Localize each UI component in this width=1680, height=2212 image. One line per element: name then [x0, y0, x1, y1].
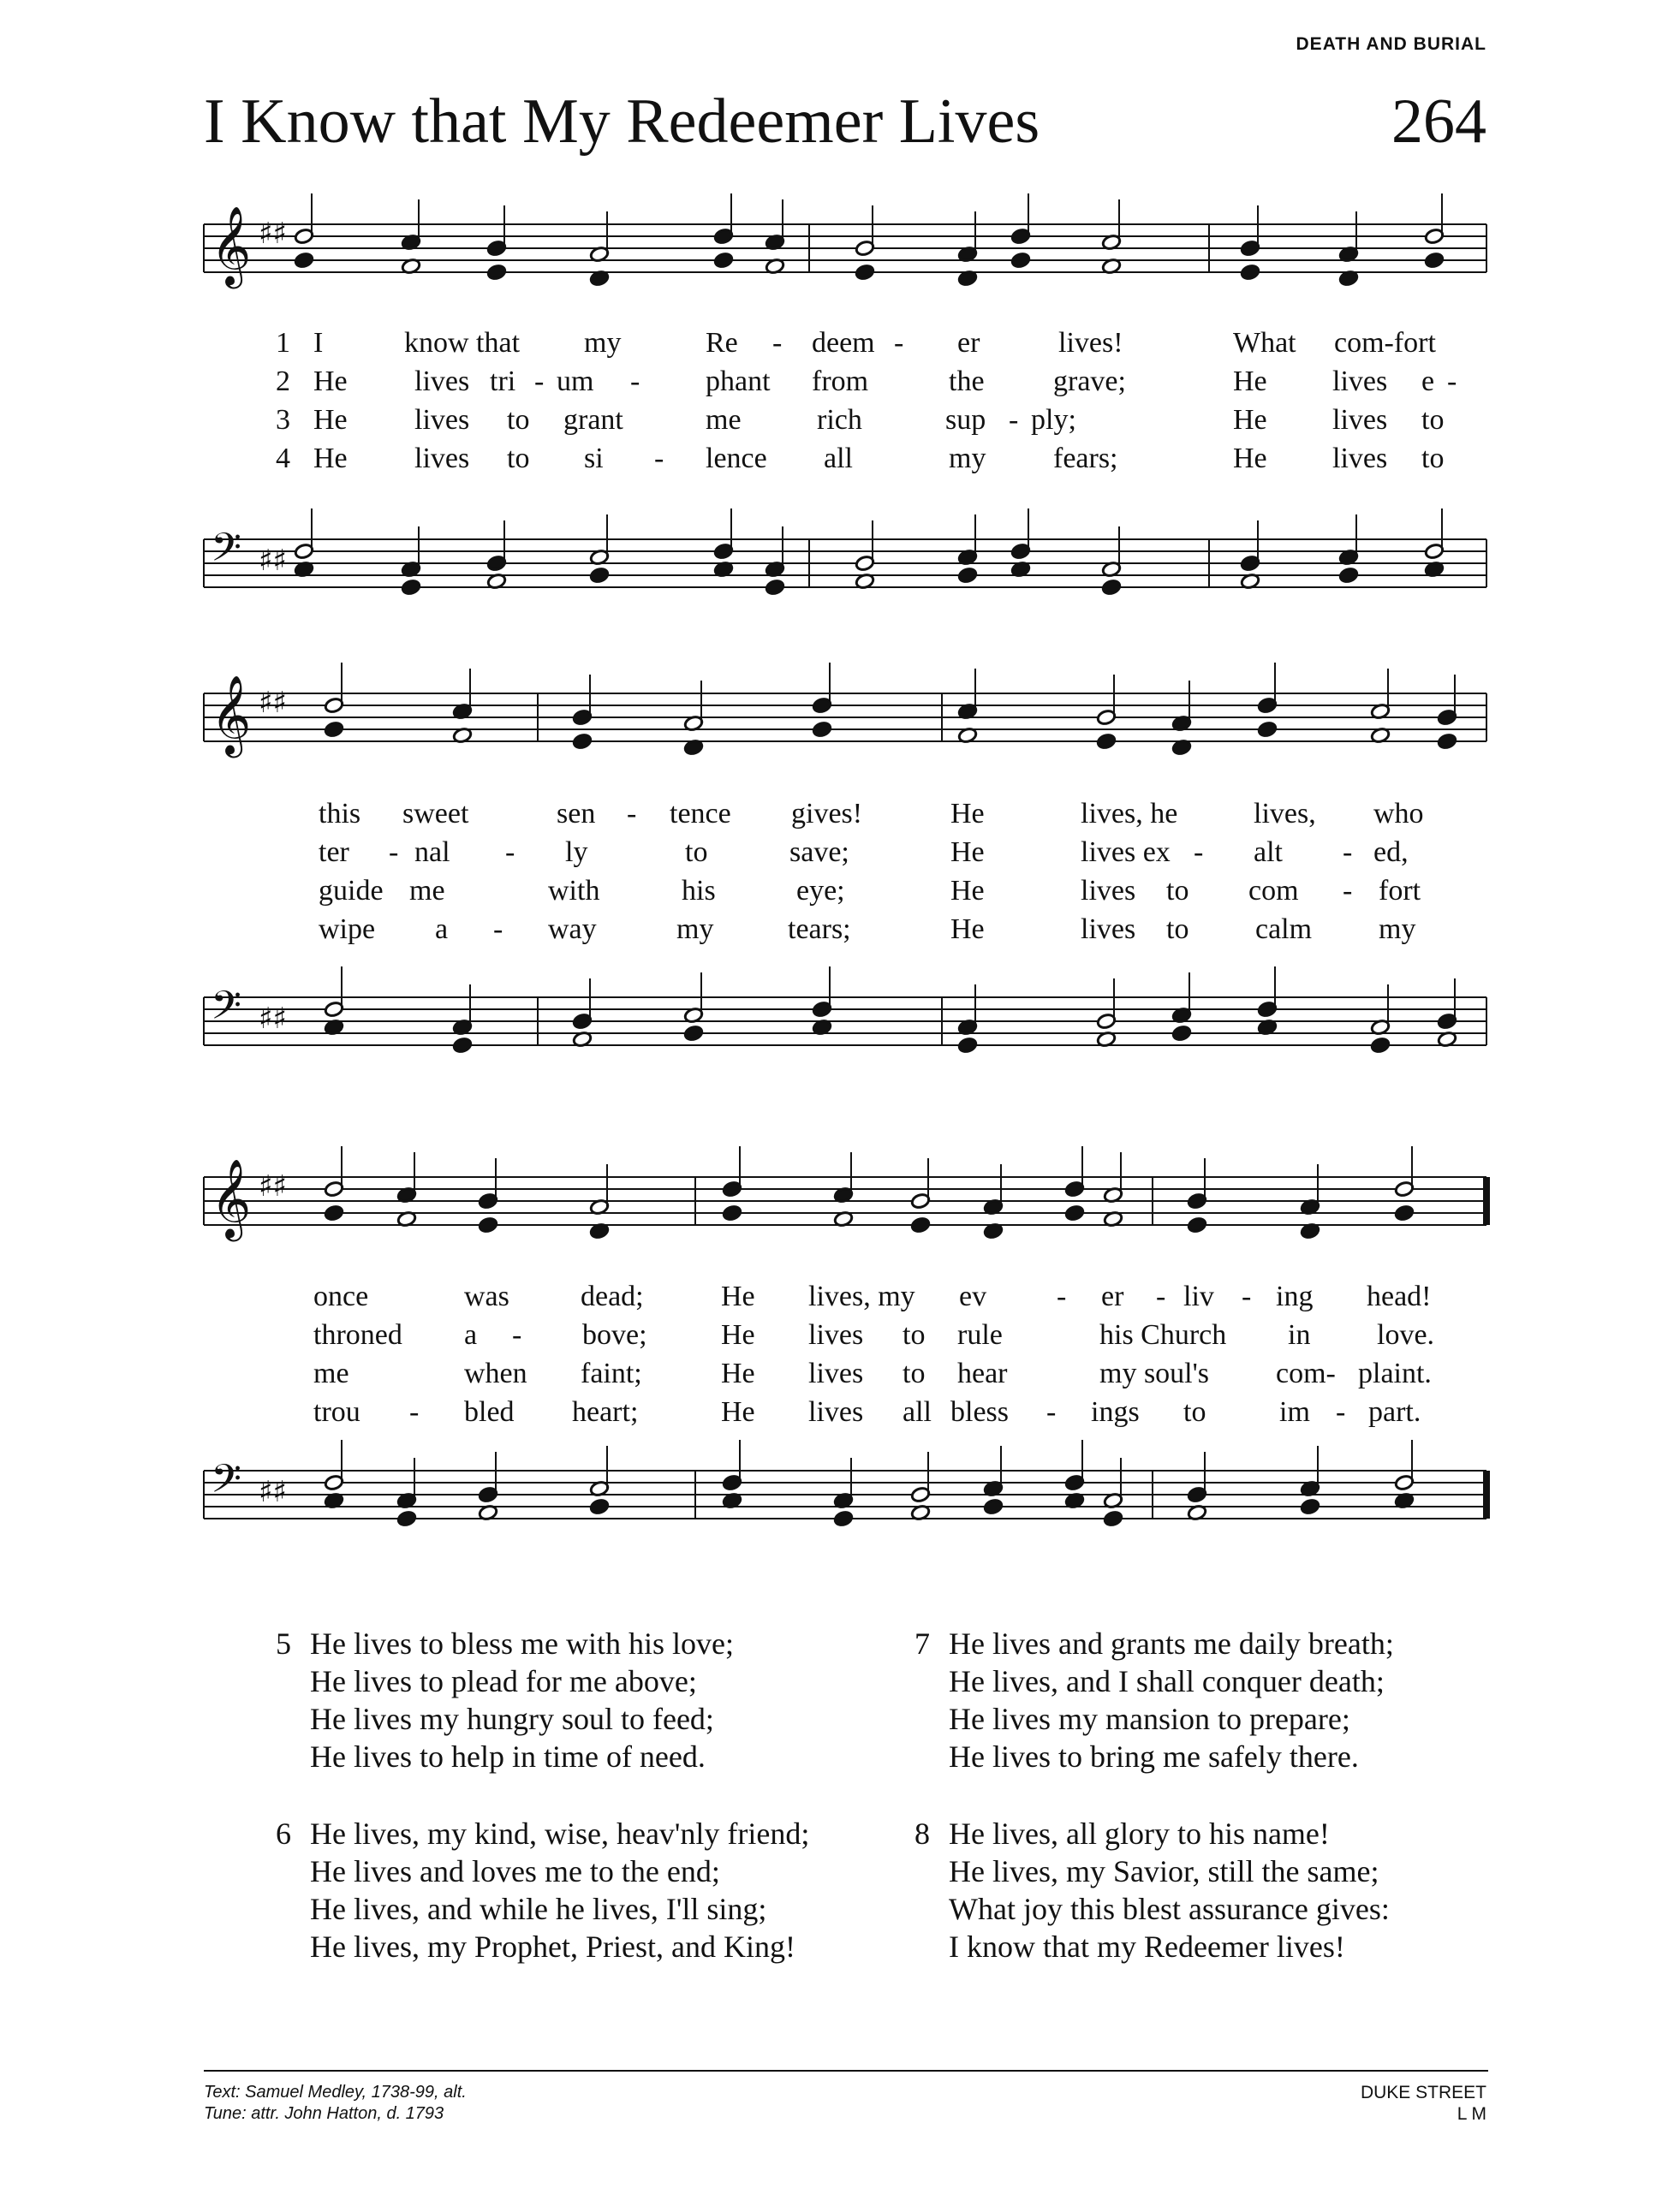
syllable: He [1233, 404, 1267, 436]
syllable: from [812, 366, 869, 397]
note-head [478, 1216, 498, 1234]
syllable: rule [957, 1319, 1003, 1351]
syllable: calm [1255, 913, 1313, 945]
syllable: the [949, 366, 985, 397]
syllable: his [682, 875, 716, 907]
syllable: a [464, 1319, 478, 1351]
syllable: ing [1276, 1281, 1314, 1312]
note-head [1338, 567, 1359, 584]
syllable: ings [1091, 1396, 1140, 1428]
syllable: lives [808, 1396, 864, 1428]
syllable: all [903, 1396, 932, 1428]
syllable: - [409, 1396, 420, 1428]
syllable: my [584, 327, 622, 359]
syllable: bless [950, 1396, 1009, 1428]
syllable: to [507, 443, 530, 474]
syllable: faint; [581, 1358, 642, 1389]
stanza-line: He lives my hungry soul to feed; [310, 1702, 714, 1736]
text-credit: Text: Samuel Medley, 1738-99, alt. [204, 2083, 467, 2102]
syllable: in [1288, 1319, 1311, 1351]
syllable: rich [817, 404, 862, 436]
syllable: sen [557, 798, 596, 830]
syllable: He [950, 875, 985, 907]
stanza-line: He lives, all glory to his name! [949, 1817, 1330, 1851]
note-head [983, 1498, 1004, 1515]
syllable: ed, [1373, 836, 1409, 868]
syllable: grant [563, 404, 623, 436]
note-head [855, 264, 875, 281]
note-head [765, 579, 785, 596]
note-head [324, 1204, 344, 1222]
syllable: heart; [572, 1396, 639, 1428]
hymn-title: I Know that My Redeemer Lives [204, 86, 1040, 157]
syllable: when [464, 1358, 527, 1389]
syllable: his Church [1099, 1319, 1227, 1351]
treble-clef-icon: 𝄞 [211, 675, 252, 754]
note-head [324, 721, 344, 738]
syllable: who [1373, 798, 1424, 830]
syllable: He [1233, 366, 1267, 397]
syllable: plaint. [1358, 1358, 1432, 1389]
syllable: What [1233, 327, 1296, 359]
syllable: er [957, 327, 980, 359]
syllable: He [721, 1358, 755, 1389]
syllable: si [584, 443, 604, 474]
key-signature-sharps: ♯♯ [259, 544, 287, 578]
syllable: my [676, 913, 714, 945]
syllable: me [706, 404, 742, 436]
footer-rule [204, 2070, 1488, 2072]
syllable: bled [464, 1396, 515, 1428]
stanza-line: He lives, and while he lives, I'll sing; [310, 1892, 767, 1926]
stanza-line: He lives to help in time of need. [310, 1739, 706, 1774]
note-head [1096, 733, 1117, 750]
stanza-number: 8 [914, 1817, 930, 1851]
syllable: tri [490, 366, 516, 397]
note-head [486, 264, 507, 281]
stanza-line: He lives to bring me safely there. [949, 1739, 1359, 1774]
syllable: trou [313, 1396, 360, 1428]
note-head [396, 1510, 417, 1527]
stanza-number-4: 4 [276, 443, 290, 474]
syllable: - [1343, 836, 1353, 868]
syllable: grave; [1053, 366, 1126, 397]
syllable: bove; [582, 1319, 647, 1351]
syllable: tears; [788, 913, 851, 945]
key-signature-sharps: ♯♯ [259, 1475, 287, 1509]
syllable: lives [414, 366, 470, 397]
syllable: throned [313, 1319, 402, 1351]
note-head [1187, 1216, 1207, 1234]
note-head [1171, 1025, 1192, 1042]
syllable: lives [1081, 913, 1136, 945]
syllable: - [512, 1319, 522, 1351]
syllable: - [1046, 1396, 1057, 1428]
syllable: lives [1332, 404, 1388, 436]
syllable: part. [1368, 1396, 1421, 1428]
syllable: dead; [581, 1281, 644, 1312]
syllable: He [950, 913, 985, 945]
syllable: - [1242, 1281, 1252, 1312]
syllable: to [1166, 875, 1189, 907]
syllable: all [824, 443, 853, 474]
syllable: He [313, 404, 348, 436]
syllable: gives! [791, 798, 863, 830]
treble-clef-icon: 𝄞 [211, 1158, 252, 1238]
syllable: - [654, 443, 664, 474]
syllable: was [464, 1281, 509, 1312]
syllable: fort [1379, 875, 1421, 907]
key-signature-sharps: ♯♯ [259, 1002, 287, 1036]
syllable: head! [1367, 1281, 1432, 1312]
stanza-number: 6 [276, 1817, 291, 1851]
syllable: He [950, 798, 985, 830]
syllable: - [1336, 1396, 1346, 1428]
note-head [713, 252, 734, 269]
syllable: He [950, 836, 985, 868]
syllable: way [548, 913, 597, 945]
key-signature-sharps: ♯♯ [259, 686, 287, 720]
note-head [1394, 1204, 1415, 1222]
syllable: eye; [796, 875, 845, 907]
meter: L M [1457, 2104, 1486, 2124]
syllable: lives ex [1081, 836, 1171, 868]
note-head [294, 252, 314, 269]
syllable: to [1421, 443, 1445, 474]
stanza-line: He lives to bless me with his love; [310, 1626, 734, 1661]
note-head [572, 733, 593, 750]
syllable: know that [404, 327, 521, 359]
syllable: my [1379, 913, 1416, 945]
syllable: ter [319, 836, 349, 868]
syllable: with [548, 875, 600, 907]
treble-clef-icon: 𝄞 [211, 205, 252, 285]
stanza-number-2: 2 [276, 366, 290, 397]
syllable: He [313, 366, 348, 397]
note-head [1370, 1037, 1391, 1054]
syllable: er [1101, 1281, 1124, 1312]
syllable: lives [808, 1319, 864, 1351]
syllable: I [313, 327, 324, 359]
note-head [910, 1216, 931, 1234]
syllable: He [721, 1396, 755, 1428]
syllable: - [389, 836, 399, 868]
syllable: He [1233, 443, 1267, 474]
bass-clef-icon: 𝄢 [211, 983, 242, 1038]
syllable: - [630, 366, 640, 397]
syllable: im [1279, 1396, 1310, 1428]
syllable: lives [1081, 875, 1136, 907]
syllable: - [772, 327, 783, 359]
syllable: ly [565, 836, 588, 868]
note-head [957, 1037, 978, 1054]
syllable: sweet [402, 798, 469, 830]
note-head [1101, 579, 1122, 596]
stanza-line: He lives my mansion to prepare; [949, 1702, 1350, 1736]
note-head [722, 1204, 742, 1222]
category-heading: DEATH AND BURIAL [1296, 34, 1486, 54]
syllable: lives, he [1081, 798, 1178, 830]
note-head [1103, 1510, 1123, 1527]
syllable: lives [414, 443, 470, 474]
bass-clef-icon: 𝄢 [211, 525, 242, 580]
syllable: - [493, 913, 503, 945]
syllable: love. [1377, 1319, 1435, 1351]
note-head [589, 1498, 610, 1515]
syllable: liv [1183, 1281, 1214, 1312]
syllable: to [903, 1358, 926, 1389]
stanza-6 [276, 1815, 810, 1965]
stanza-number: 7 [914, 1626, 930, 1661]
syllable: my [949, 443, 986, 474]
syllable: He [721, 1281, 755, 1312]
syllable: lence [706, 443, 767, 474]
note-head [812, 721, 832, 738]
syllable: lives [808, 1358, 864, 1389]
syllable: lives [1332, 443, 1388, 474]
syllable: save; [789, 836, 849, 868]
stanza-number: 5 [276, 1626, 291, 1661]
syllable: to [1421, 404, 1445, 436]
syllable: e [1421, 366, 1435, 397]
note-head [1010, 252, 1031, 269]
syllable: He [721, 1319, 755, 1351]
stanza-line: He lives and loves me to the end; [310, 1854, 720, 1888]
syllable: com-fort [1334, 327, 1436, 359]
syllable: my soul's [1099, 1358, 1209, 1389]
syllable: - [1009, 404, 1019, 436]
key-signature-sharps: ♯♯ [259, 217, 287, 251]
syllable: wipe [319, 913, 376, 945]
syllable: - [534, 366, 545, 397]
syllable: ev [959, 1281, 987, 1312]
syllable: this [319, 798, 361, 830]
syllable: lives! [1058, 327, 1123, 359]
syllable: tence [670, 798, 731, 830]
note-head [1437, 733, 1457, 750]
stanza-5 [276, 1625, 734, 1775]
syllable: me [409, 875, 445, 907]
syllable: Re [706, 327, 738, 359]
note-head [401, 579, 421, 596]
syllable: to [1166, 913, 1189, 945]
hymn-number: 264 [1391, 86, 1486, 157]
syllable: a [435, 913, 449, 945]
stanza-line: He lives, my Savior, still the same; [949, 1854, 1379, 1888]
note-head [1064, 1204, 1085, 1222]
key-signature-sharps: ♯♯ [259, 1169, 287, 1204]
stanza-line: He lives, and I shall conquer death; [949, 1664, 1385, 1698]
stanza-number-3: 3 [276, 404, 290, 436]
syllable: once [313, 1281, 369, 1312]
syllable: - [627, 798, 637, 830]
syllable: nal [414, 836, 450, 868]
syllable: He [313, 443, 348, 474]
credits [204, 2082, 467, 2125]
syllable: lives, [1254, 798, 1316, 830]
tune-name: DUKE STREET [1360, 2083, 1486, 2102]
tune-info [1361, 2082, 1486, 2125]
syllable: - [1343, 875, 1353, 907]
note-head [452, 1037, 473, 1054]
syllable: me [313, 1358, 349, 1389]
syllable: lives, my [808, 1281, 915, 1312]
stanza-line: He lives, my Prophet, Priest, and King! [310, 1930, 795, 1964]
syllable: - [505, 836, 515, 868]
tune-credit: Tune: attr. John Hatton, d. 1793 [204, 2104, 444, 2123]
stanza-line: He lives and grants me daily breath; [949, 1626, 1394, 1661]
note-head [683, 1025, 704, 1042]
syllable: alt [1254, 836, 1283, 868]
syllable: com- [1276, 1358, 1336, 1389]
syllable: - [1194, 836, 1204, 868]
syllable: to [685, 836, 708, 868]
note-head [1300, 1498, 1320, 1515]
stanza-line: He lives, my kind, wise, heav'nly friend; [310, 1817, 810, 1851]
note-head [589, 567, 610, 584]
syllable: phant [706, 366, 771, 397]
note-head [1424, 252, 1445, 269]
syllable: ply; [1031, 404, 1076, 436]
syllable: - [894, 327, 904, 359]
note-head [1257, 721, 1278, 738]
stanza-line: I know that my Redeemer lives! [949, 1930, 1345, 1964]
note-head [833, 1510, 854, 1527]
syllable: deem [812, 327, 875, 359]
syllable: - [1156, 1281, 1166, 1312]
note-head [957, 567, 978, 584]
syllable: to [507, 404, 530, 436]
stanza-line: He lives to plead for me above; [310, 1664, 697, 1698]
syllable: to [903, 1319, 926, 1351]
syllable: com [1248, 875, 1299, 907]
stanza-number-1: 1 [276, 327, 290, 359]
syllable: - [1057, 1281, 1067, 1312]
syllable: guide [319, 875, 384, 907]
syllable: sup [945, 404, 986, 436]
note-head [1240, 264, 1260, 281]
stanza-line: What joy this blest assurance gives: [949, 1892, 1390, 1926]
stanza-8 [914, 1815, 1390, 1965]
syllable: fears; [1053, 443, 1118, 474]
syllable: - [1447, 366, 1457, 397]
syllable: to [1183, 1396, 1206, 1428]
syllable: hear [957, 1358, 1008, 1389]
syllable: lives [414, 404, 470, 436]
syllable: lives [1332, 366, 1388, 397]
bass-clef-icon: 𝄢 [211, 1456, 242, 1512]
stanza-7 [914, 1625, 1394, 1775]
syllable: um [557, 366, 594, 397]
